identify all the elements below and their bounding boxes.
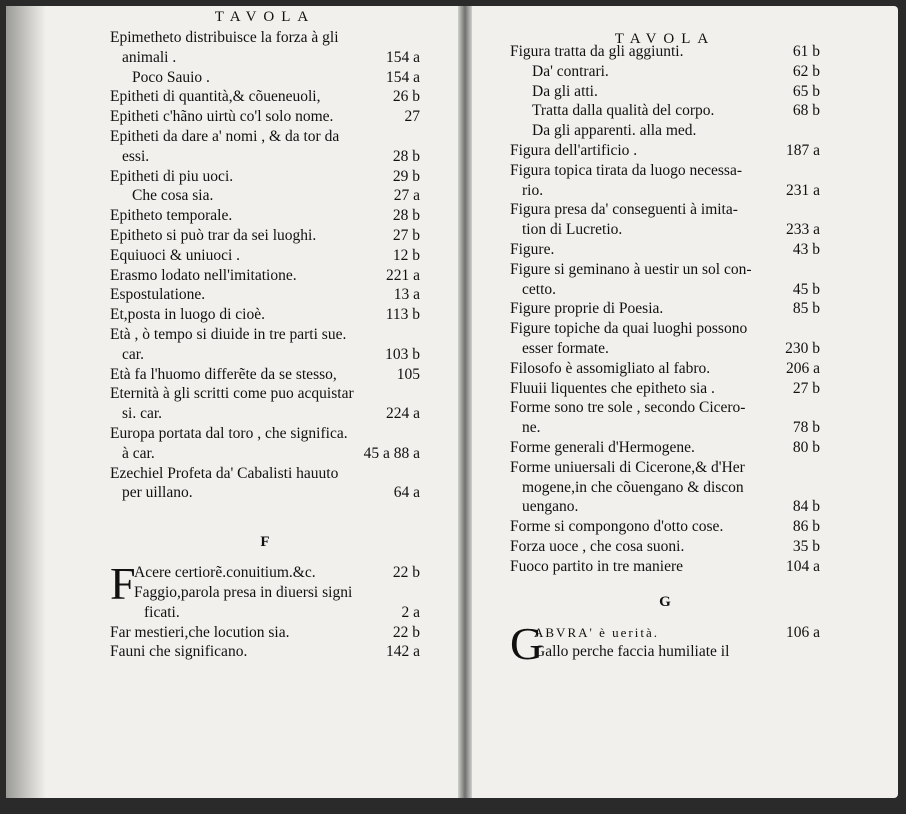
index-entry bbox=[110, 48, 420, 68]
entry-text: Et,posta in luogo di cioè. bbox=[110, 306, 265, 324]
left-index-column bbox=[110, 6, 420, 662]
entry-page-ref: 62 b bbox=[792, 62, 820, 80]
entry-text: rio. bbox=[522, 181, 544, 199]
entry-page-ref bbox=[814, 398, 820, 418]
entry-text: Epitheto si può trar da sei luoghi. bbox=[110, 226, 317, 244]
index-entry bbox=[110, 464, 420, 484]
entry-page-ref: 27 b bbox=[792, 379, 820, 397]
entry-page-ref: 29 b bbox=[392, 167, 420, 185]
entry-text: Epitheti di quantità,& cõueneuoli, bbox=[110, 88, 321, 106]
entry-page-ref: 27 bbox=[404, 108, 420, 126]
entry-text: ABVRA' è uerità. bbox=[534, 624, 659, 640]
index-entry bbox=[510, 181, 820, 201]
entry-text: Tratta dalla qualità del corpo. bbox=[532, 102, 715, 120]
entry-text: Età , ò tempo si diuide in tre parti sue. bbox=[110, 325, 347, 343]
index-entry bbox=[510, 497, 820, 517]
entry-page-ref: 22 b bbox=[392, 564, 420, 582]
index-entry bbox=[510, 240, 820, 260]
index-entry bbox=[110, 167, 420, 187]
index-entry bbox=[510, 42, 820, 62]
index-entry bbox=[510, 339, 820, 359]
entry-page-ref: 45 b bbox=[792, 280, 820, 298]
index-entry bbox=[510, 438, 820, 458]
index-entry bbox=[110, 226, 420, 246]
index-entry bbox=[510, 557, 820, 577]
entry-page-ref: 103 b bbox=[385, 345, 420, 363]
entry-text: Forme generali d'Hermogene. bbox=[510, 438, 695, 456]
index-entry bbox=[110, 87, 420, 107]
entry-page-ref: 85 b bbox=[792, 300, 820, 318]
entry-text: Gallo perche faccia humiliate il bbox=[534, 643, 730, 661]
entry-text: ne. bbox=[522, 419, 541, 437]
index-entry bbox=[110, 483, 420, 503]
entry-page-ref bbox=[414, 325, 420, 345]
entry-page-ref: 206 a bbox=[785, 359, 820, 377]
entry-page-ref: 45 a 88 a bbox=[363, 444, 420, 462]
running-head: TAVOLA bbox=[214, 9, 316, 25]
entry-text: Eternità à gli scritti come puo acquistar bbox=[110, 385, 354, 403]
entry-text: Epitheti da dare a' nomi , & da tor da bbox=[110, 127, 340, 145]
entry-page-ref: 230 b bbox=[785, 339, 820, 357]
entry-page-ref: 231 a bbox=[785, 181, 820, 199]
entry-page-ref: 78 b bbox=[792, 419, 820, 437]
entry-page-ref: 27 b bbox=[392, 226, 420, 244]
entry-page-ref bbox=[814, 200, 820, 220]
index-entry bbox=[510, 623, 820, 643]
entry-page-ref bbox=[814, 319, 820, 339]
index-entry bbox=[510, 418, 820, 438]
entry-text: Epimetheto distribuisce la forza à gli bbox=[110, 29, 339, 46]
entry-page-ref: 187 a bbox=[785, 141, 820, 159]
index-entry bbox=[510, 398, 820, 418]
entry-page-ref: 233 a bbox=[785, 221, 820, 239]
entry-text: Fauni che significano. bbox=[110, 643, 248, 661]
entry-page-ref: 105 bbox=[396, 365, 420, 383]
entry-text: Epitheto temporale. bbox=[110, 207, 233, 225]
index-entry bbox=[110, 365, 420, 385]
entry-text: animali . bbox=[122, 48, 177, 66]
section-f-block bbox=[110, 558, 420, 662]
entry-page-ref: 61 b bbox=[792, 43, 820, 60]
index-entry bbox=[110, 623, 420, 643]
entry-page-ref bbox=[814, 121, 820, 141]
entry-text: essi. bbox=[122, 147, 150, 165]
index-entry bbox=[110, 563, 420, 583]
index-entry bbox=[510, 478, 820, 498]
index-entry bbox=[510, 101, 820, 121]
entry-text: Equiuoci & uniuoci . bbox=[110, 246, 241, 264]
entry-page-ref: 12 b bbox=[392, 246, 420, 264]
section-entry-list bbox=[510, 623, 820, 663]
index-entry bbox=[110, 147, 420, 167]
entry-page-ref bbox=[414, 384, 420, 404]
entry-text: Figura tratta da gli aggiunti. bbox=[510, 43, 684, 60]
index-entry bbox=[110, 444, 420, 464]
entry-page-ref: 142 a bbox=[385, 643, 420, 661]
entry-page-ref: 113 b bbox=[385, 306, 420, 324]
entry-text: Figure. bbox=[510, 240, 555, 258]
entry-page-ref: 35 b bbox=[792, 537, 820, 555]
entry-text: esser formate. bbox=[522, 339, 609, 357]
entry-text: Acere certiorẽ.conuitium.&c. bbox=[134, 564, 316, 582]
index-entry bbox=[110, 68, 420, 88]
index-entry bbox=[510, 458, 820, 478]
entry-text: Figura topica tirata da luogo necessa- bbox=[510, 161, 742, 179]
entry-text: Forme si compongono d'otto cose. bbox=[510, 518, 724, 536]
index-entry bbox=[110, 404, 420, 424]
entry-text: Espostulatione. bbox=[110, 286, 206, 304]
index-entry bbox=[510, 280, 820, 300]
entry-text: Forme sono tre sole , secondo Cicero- bbox=[510, 399, 746, 417]
entry-page-ref: 22 b bbox=[392, 623, 420, 641]
index-entry bbox=[110, 345, 420, 365]
entry-page-ref: 84 b bbox=[792, 498, 820, 516]
index-entry bbox=[110, 583, 420, 603]
entry-text: Filosofo è assomigliato al fabro. bbox=[510, 359, 711, 377]
index-entry-list bbox=[510, 42, 820, 577]
entry-text: Da gli apparenti. alla med. bbox=[532, 122, 697, 140]
entry-text: Fuoco partito in tre maniere bbox=[510, 557, 684, 575]
entry-text: ficati. bbox=[144, 603, 180, 621]
entry-text: Figure si geminano à uestir un sol con- bbox=[510, 260, 752, 278]
index-entry bbox=[510, 62, 820, 82]
entry-text: Ezechiel Profeta da' Cabalisti hauuto bbox=[110, 464, 339, 482]
entry-page-ref: 224 a bbox=[385, 405, 420, 423]
entry-text: Far mestieri,che locution sia. bbox=[110, 623, 290, 641]
entry-text: si. car. bbox=[122, 405, 163, 423]
entry-page-ref: 13 a bbox=[393, 286, 420, 304]
index-entry bbox=[510, 537, 820, 557]
dropcap: F bbox=[110, 558, 136, 610]
entry-page-ref bbox=[414, 583, 420, 603]
entry-text: Fluuii liquentes che epitheto sia . bbox=[510, 379, 715, 397]
entry-page-ref: 65 b bbox=[792, 82, 820, 100]
entry-text: Epitheti c'hãno uirtù co'l solo nome. bbox=[110, 108, 334, 126]
entry-page-ref bbox=[414, 28, 420, 48]
index-entry bbox=[110, 127, 420, 147]
index-entry bbox=[110, 285, 420, 305]
left-page-edge-shadow bbox=[6, 6, 46, 798]
index-entry bbox=[510, 200, 820, 220]
entry-text: mogene,in che cõuengano & discon bbox=[522, 478, 744, 496]
entry-page-ref bbox=[814, 642, 820, 662]
entry-page-ref: 27 a bbox=[393, 187, 420, 205]
entry-page-ref: 86 b bbox=[792, 518, 820, 536]
entry-text: Erasmo lodato nell'imitatione. bbox=[110, 266, 297, 284]
entry-text: Europa portata dal toro , che significa. bbox=[110, 424, 348, 442]
index-entry bbox=[510, 642, 820, 662]
book-gutter bbox=[458, 6, 472, 798]
index-entry bbox=[510, 82, 820, 102]
entry-page-ref: 43 b bbox=[792, 240, 820, 258]
entry-text: car. bbox=[122, 345, 144, 363]
entry-text: Figure proprie di Poesia. bbox=[510, 300, 664, 318]
entry-page-ref: 154 a bbox=[385, 48, 420, 66]
entry-text: Figura dell'artificio . bbox=[510, 141, 638, 159]
entry-text: uengano. bbox=[522, 498, 579, 516]
index-entry bbox=[510, 220, 820, 240]
entry-page-ref bbox=[814, 161, 820, 181]
index-entry bbox=[110, 642, 420, 662]
section-entry-list bbox=[110, 558, 420, 662]
entry-text: Figura presa da' conseguenti à imita- bbox=[510, 201, 738, 219]
index-entry bbox=[510, 517, 820, 537]
index-entry bbox=[110, 186, 420, 206]
index-entry bbox=[110, 266, 420, 286]
entry-page-ref: 106 a bbox=[785, 623, 820, 641]
entry-text: Faggio,parola presa in diuersi signi bbox=[134, 583, 353, 601]
entry-text: Da' contrari. bbox=[532, 62, 609, 80]
entry-page-ref bbox=[414, 424, 420, 444]
entry-text: Forme uniuersali di Cicerone,& d'Her bbox=[510, 458, 745, 476]
index-entry bbox=[110, 28, 420, 48]
section-letter: G bbox=[659, 593, 671, 610]
entry-page-ref: 2 a bbox=[401, 603, 420, 621]
index-entry bbox=[110, 206, 420, 226]
entry-text: Figure topiche da quai luoghi possono bbox=[510, 320, 748, 338]
entry-page-ref bbox=[814, 260, 820, 280]
entry-page-ref: 68 b bbox=[792, 102, 820, 120]
entry-page-ref: 154 a bbox=[385, 68, 420, 86]
index-entry bbox=[110, 384, 420, 404]
index-entry bbox=[110, 305, 420, 325]
index-entry bbox=[110, 246, 420, 266]
index-entry bbox=[510, 379, 820, 399]
index-entry bbox=[110, 424, 420, 444]
index-entry bbox=[110, 325, 420, 345]
entry-text: Poco Sauio . bbox=[132, 68, 210, 86]
index-entry bbox=[510, 121, 820, 141]
dropcap: G bbox=[510, 617, 544, 669]
entry-page-ref bbox=[414, 464, 420, 484]
index-entry bbox=[110, 107, 420, 127]
entry-text: per uillano. bbox=[122, 484, 193, 502]
entry-page-ref: 104 a bbox=[785, 557, 820, 575]
entry-page-ref: 28 b bbox=[392, 147, 420, 165]
entry-text: à car. bbox=[122, 444, 155, 462]
entry-text: Età fa l'huomo differẽte da se stesso, bbox=[110, 365, 337, 383]
entry-page-ref: 64 a bbox=[393, 484, 420, 502]
section-letter: F bbox=[260, 534, 270, 551]
entry-page-ref: 28 b bbox=[392, 207, 420, 225]
index-entry bbox=[510, 319, 820, 339]
entry-page-ref bbox=[414, 127, 420, 147]
entry-page-ref: 80 b bbox=[792, 438, 820, 456]
section-g-block bbox=[510, 617, 820, 669]
entry-page-ref: 26 b bbox=[392, 88, 420, 106]
index-entry bbox=[510, 299, 820, 319]
entry-text: tion di Lucretio. bbox=[522, 221, 623, 239]
index-entry bbox=[110, 603, 420, 623]
entry-page-ref bbox=[814, 478, 820, 498]
entry-text: cetto. bbox=[522, 280, 556, 298]
entry-text: Epitheti di piu uoci. bbox=[110, 167, 234, 185]
index-entry bbox=[510, 161, 820, 181]
entry-text: Che cosa sia. bbox=[132, 187, 214, 205]
right-index-column bbox=[510, 31, 820, 669]
entry-page-ref bbox=[814, 458, 820, 478]
entry-text: Forza uoce , che cosa suoni. bbox=[510, 537, 685, 555]
entry-text: Da gli atti. bbox=[532, 82, 598, 100]
index-entry bbox=[510, 141, 820, 161]
index-entry bbox=[510, 260, 820, 280]
index-entry bbox=[510, 359, 820, 379]
index-entry-list bbox=[110, 28, 420, 503]
running-head: TAVOLA bbox=[614, 31, 716, 47]
entry-page-ref: 221 a bbox=[385, 266, 420, 284]
